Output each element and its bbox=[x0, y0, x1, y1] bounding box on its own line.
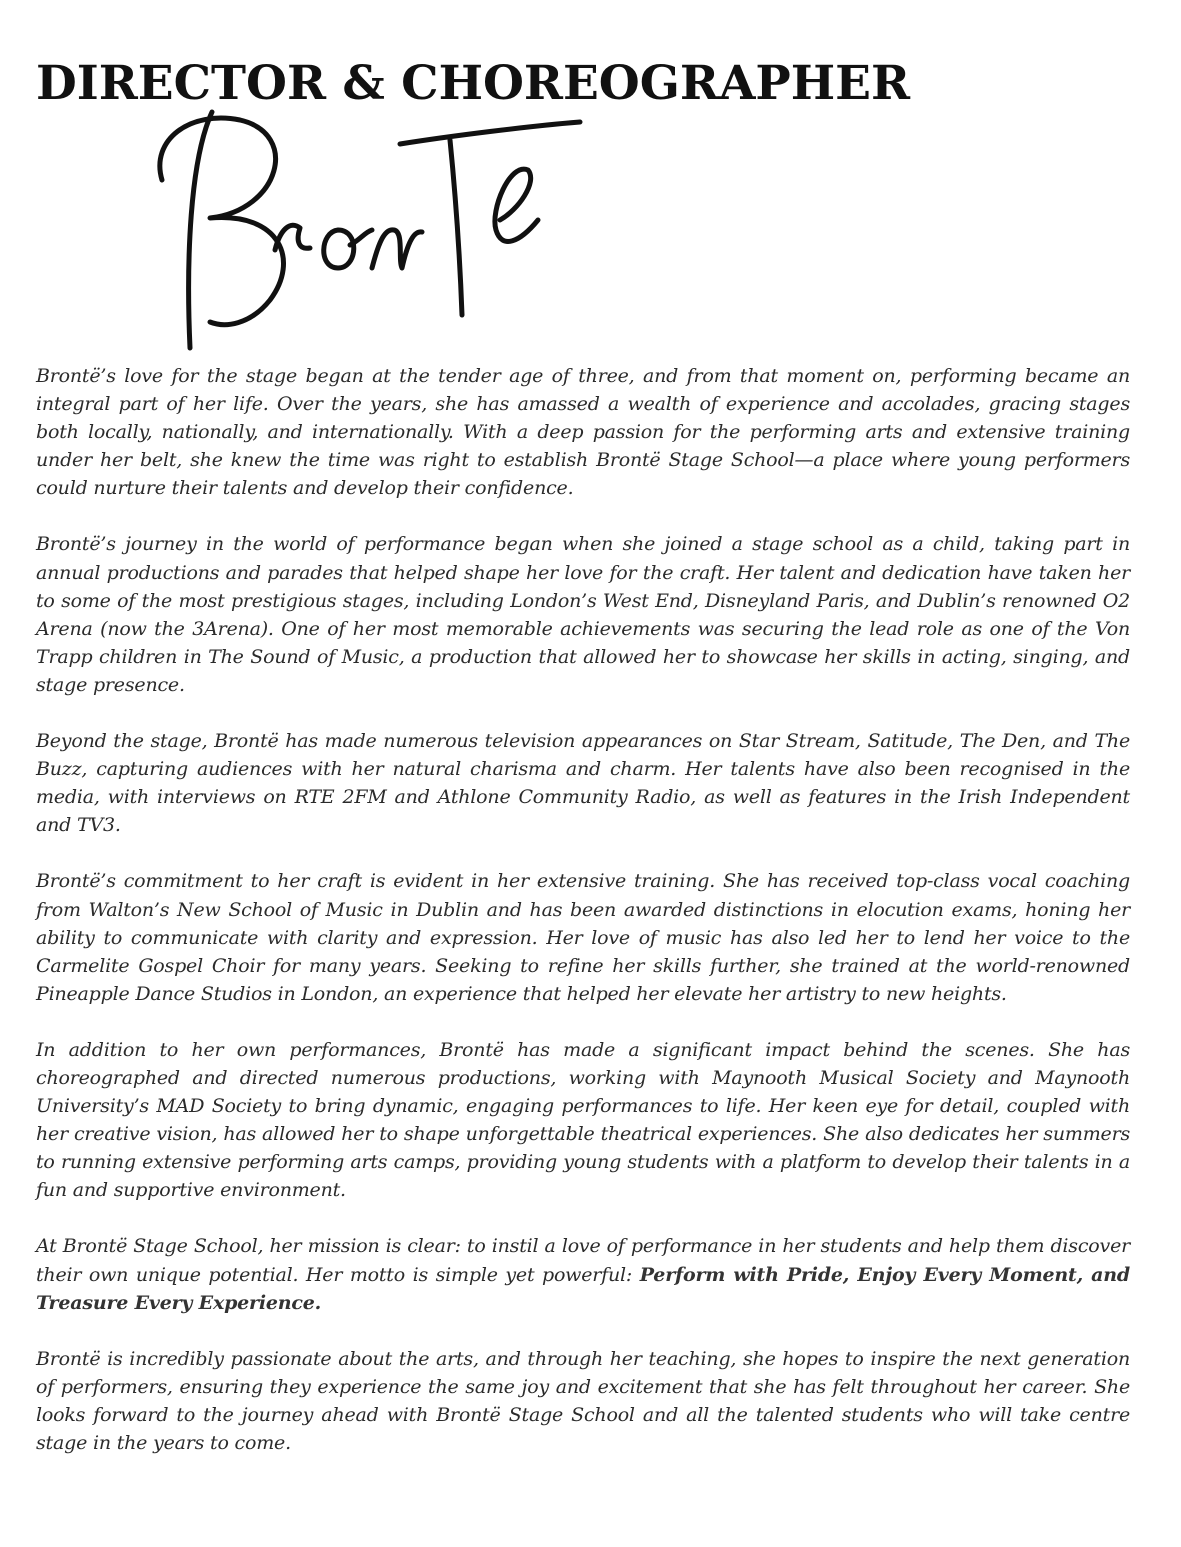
bio-paragraph-1: Brontë’s love for the stage began at the tender age of three, and from that moment on, performing became an integral part of her life. Over the years, she has amassed a wealth of experience and accolades, gracing stages both locally, nationally, and internationally. With a deep passion for the performing arts and extensive training under her belt, she knew the time was right to establish Brontë Stage School—a place where young performers could nurture their talents and develop their confidence. bbox=[36, 365, 1130, 500]
signature-script bbox=[150, 100, 600, 360]
bio-paragraph-5: In addition to her own performances, Brontë has made a significant impact behind the scenes. She has choreographed and directed numerous productions, working with Maynooth Musical Society and Maynooth University’s MAD Society to bring dynamic, engaging performances to life. Her keen eye for detail, coupled with her creative vision, has allowed her to shape unforgettable theatrical experiences. She also dedicates her summers to running extensive performing arts camps, providing young students with a platform to develop their talents in a fun and supportive environment. bbox=[36, 1038, 1130, 1202]
bio-paragraph-6 bbox=[36, 1232, 1130, 1316]
bio-paragraph-3: Beyond the stage, Brontë has made numerous television appearances on Star Stream, Satitude, The Den, and The Buzz, capturing audiences with her natural charisma and charm. Her talents have also been recognised in the media, with interviews on RTE 2FM and Athlone Community Radio, as well as features in the Irish Independent and TV3. bbox=[36, 730, 1130, 837]
bio-paragraph-2: Brontë’s journey in the world of performance began when she joined a stage school as a child, taking part in annual productions and parades that helped shape her love for the craft. Her talent and dedication have taken her to some of the most prestigious stages, including London’s West End, Disneyland Paris, and Dublin’s renowned O2 Arena (now the 3Arena). One of her most memorable achievements was securing the lead role as one of the Von Trapp children in The Sound of Music, a production that allowed her to showcase her skills in acting, singing, and stage presence. bbox=[36, 533, 1130, 696]
motto: Perform with Pride, Enjoy Every Moment, and Treasure Every Experience. bbox=[36, 1263, 1130, 1314]
signature-graphic bbox=[150, 100, 600, 360]
bio-paragraph-4: Brontë’s commitment to her craft is evident in her extensive training. She has received top-class vocal coaching from Walton’s New School of Music in Dublin and has been awarded distinctions in elocution exams, honing her ability to communicate with clarity and expression. Her love of music has also led her to lend her voice to the Carmelite Gospel Choir for many years. Seeking to refine her skills further, she trained at the world-renowned Pineapple Dance Studios in London, an experience that helped her elevate her artistry to new heights. bbox=[36, 870, 1130, 1005]
page-title: DIRECTOR & CHOREOGRAPHER bbox=[36, 56, 911, 111]
biography bbox=[36, 362, 1130, 1485]
bio-paragraph-6-text: At Brontë Stage School, her mission is clear: to instil a love of performance in her students and help them discover their own unique potential. Her motto is simple yet powerful: bbox=[36, 1235, 1130, 1286]
bio-paragraph-7: Brontë is incredibly passionate about the arts, and through her teaching, she hopes to inspire the next generation of performers, ensuring they experience the same joy and excitement that she has felt throughout her career. She looks forward to the journey ahead with Brontë Stage School and all the talented students who will take centre stage in the years to come. bbox=[36, 1347, 1130, 1454]
